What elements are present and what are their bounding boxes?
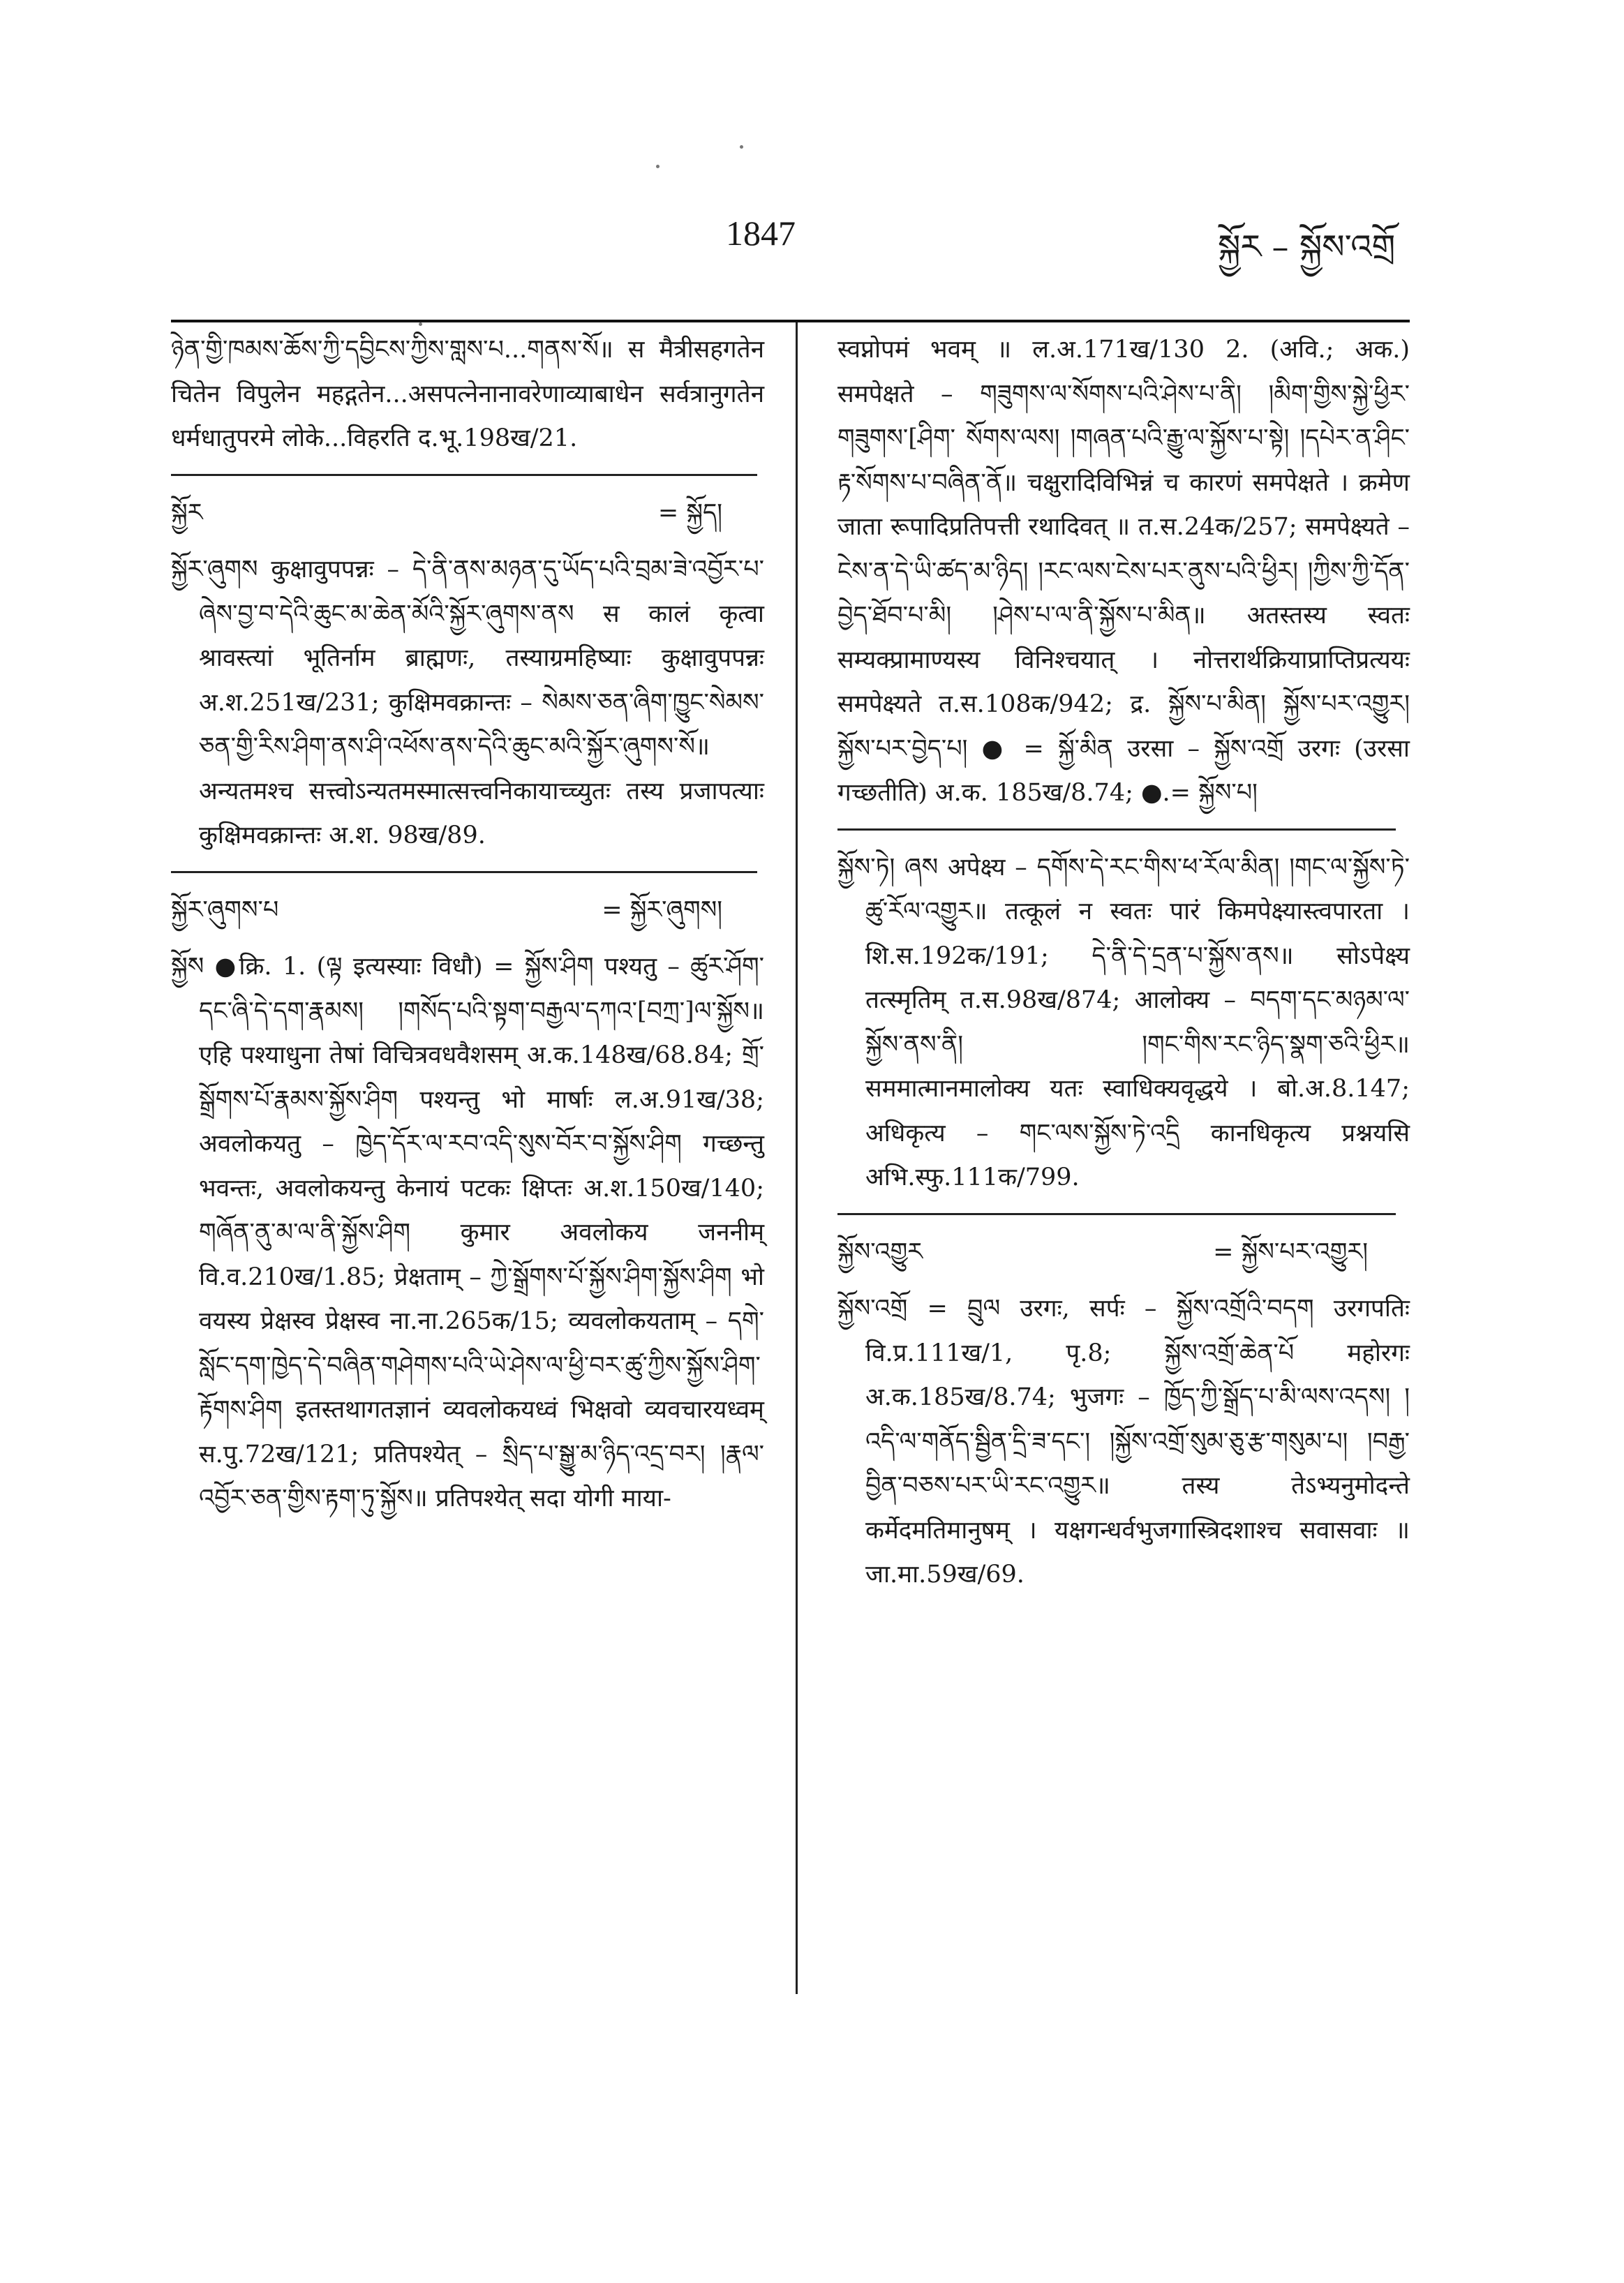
dictionary-entry: སྐྱོར་ཞུགས कुक्षावुपपन्नः – དེ་ནི་ནས་མཉན་དུ་ཡོད་པའི་བྲམ་ཟེ་འབྱོར་པ་ཞེས་བྱ་བ་དེའི་ཆུང་མ་ཆེན་མོའི་སྐྱོར་ཞུགས་ནས स कालं कृत्वा श्रावस्त्यां भूतिर्नाम ब्राह्मणः, तस्याग्रमहिष्याः कुक्षावुपपन्नः अ.श.251ख/231; कुक्षिमवक्रान्तः – སེམས་ཅན་ཞིག་ཁྱུང་སེམས་ཅན་གྱི་རིས་ཤིག་ནས་ཤི་འཕོས་ནས་དེའི་ཆུང་མའི་སྐྱོར་ཞུགས་སོ॥ अन्यतमश्च सत्त्वोऽन्यतमस्मात्सत्त्वनिकायाच्च्युतः तस्य प्रजापत्याः कुक्षिमवक्रान्तः अ.श. 98ख/89. (171, 556, 764, 849)
lemma-equivalent: = སྐྱོས་པར་འགྱུར། (1213, 1237, 1368, 1266)
lemma-line (171, 888, 764, 933)
dictionary-entry: སྐྱོས ●क्रि. 1. (ལྟ इत्यस्याः विधौ) = སྐྱོས་ཤིག पश्यतु – ཚུར་ཤོག་དང་ཞི་དེ་དག་རྣམས། །གསོད་པའི་སྟག་བརྒྱལ་དཀའ་[བཀྲ་]ལ་སྐྱོས॥ एहि पश्याधुना तेषां विचित्रवधवैशसम् अ.क.148ख/68.84; གྲོ་སྒྲོགས་པོ་རྣམས་སྐྱོས་ཤིག पश्यन्तु भो मार्षाः ल.अ.91ख/38; अवलोकयतु – ཁྱེད་དོར་ལ་རབ་འདི་སུས་བོར་བ་སྐྱོས་ཤིག गच्छन्तु भवन्तः, अवलोकयन्तु केनायं पटकः क्षिप्तः अ.श.150ख/140; གཞོན་ནུ་མ་ལ་ནི་སྐྱོས་ཤིག कुमार अवलोकय जननीम् वि.व.210ख/1.85; प्रेक्षताम् – ཀྱེ་སྒྲོགས་པོ་སྐྱོས་ཤིག་སྐྱོས་ཤིག भो वयस्य प्रेक्षस्व प्रेक्षस्व ना.ना.265क/15; व्यवलोकयताम् – དགེ་སློང་དག་ཁྱེད་དེ་བཞིན་གཤེགས་པའི་ཡེ་ཤེས་ལ་ཕྱི་བར་ཚུ་ཀྱིས་སྐྱོས་ཤིག་རྟོགས་ཤིག इतस्तथागतज्ञानं व्यवलोकयध्वं भिक्षवो व्यवचारयध्वम् स.पु.72ख/121; प्रतिपश्येत् – སྲིད་པ་སྒྱུ་མ་ཉིད་འདྲ་བར། །རྣལ་འབྱོར་ཅན་གྱིས་རྟག་ཏུ་སྐྱོས॥ प्रतिपश्येत् सदा योगी माया- (171, 953, 764, 1512)
entry-separator (171, 871, 757, 873)
page-number: 1847 (726, 214, 796, 253)
lemma-head: སྐྱོས་འགྱུར (837, 1237, 923, 1266)
entry-separator (837, 828, 1396, 831)
lemma-line (171, 491, 764, 536)
entry-continuation: ཉེན་གྱི་ཁམས་ཆོས་ཀྱི་དབྱིངས་ཀྱིས་གླས་པ...གནས་སོ॥ स मैत्रीसहगतेन चितेन विपुलेन महद्गतेन...असपत्नेनानावरेणाव्याबाधेन सर्वत्रानुगतेन धर्मधातुपरमे लोके...विहरति द.भू.198ख/21. (171, 336, 764, 452)
entry-continuation: स्वप्नोपमं भवम् ॥ ल.अ.171ख/130 2. (अवि.; अक.) समपेक्षते – གཟུགས་ལ་སོགས་པའི་ཤེས་པ་ནི། །མིག་གྱིས་སྐྱེ་ཕྱིར་གཟུགས་[ཤིག་ སོགས་ལས། །གཞན་པའི་རྒྱུ་ལ་སྐྱོས་པ་སྟེ། །དཔེར་ན་ཤིང་རྟ་སོགས་པ་བཞིན་ནོ॥ चक्षुरादिविभिन्नं च कारणं समपेक्षते । क्रमेण जाता रूपादिप्रतिपत्ती रथादिवत् ॥ त.स.24क/257; समपेक्ष्यते – ངེས་ན་དེ་ཡི་ཚད་མ་ཉིད། །རང་ལས་ངེས་པར་ནུས་པའི་ཕྱིར། །ཀྱིས་ཀྱི་དོན་བྱེད་ཐོབ་པ་མི། །ཤེས་པ་ལ་ནི་སྐྱོས་པ་མིན॥ अतस्तस्य स्वतः सम्यक्प्रामाण्यस्य विनिश्चयात् । नोत्तरार्थक्रियाप्राप्तिप्रत्ययः समपेक्ष्यते त.स.108क/942; द्र. སྐྱོས་པ་མིན། སྐྱོས་པར་འགྱུར། སྐྱོས་པར་བྱེད་པ། ● = སྐྱོ་མིན उरसा – སྐྱོས་འགྲོ उरगः (उरसा गच्छतीति) अ.क. 185ख/8.74; ●.= སྐྱོས་པ། (837, 336, 1410, 807)
column-divider (796, 322, 798, 1994)
lemma-line (837, 1230, 1410, 1275)
lemma-head: སྐྱོར་ཞུགས་པ (171, 895, 279, 924)
header-rule (171, 320, 1410, 322)
running-head: སྐྱོར – སྐྱོས་འགྲོ (1218, 228, 1396, 267)
entry-separator (837, 1213, 1396, 1215)
scan-speck (740, 145, 743, 149)
scan-speck (656, 165, 660, 168)
dictionary-entry: སྐྱོས་ཏེ། ཞས अपेक्ष्य – དགོས་དེ་རང་གིས་ཕ་རོལ་མིན། །གང་ལ་སྐྱོས་ཏེ་ཚུ་རོལ་འགྱུར॥ तत्कूलं न स्वतः पारं किमपेक्ष्यास्त्वपारता । शि.स.192क/191; དེ་ནི་དེ་དྲན་པ་སྐྱོས་ནས॥ सोऽपेक्ष्य तत्स्मृतिम् त.स.98ख/874; आलोक्य – བདག་དང་མཉམ་ལ་སྐྱོས་ནས་ནི། །གང་གིས་རང་ཉིད་སྣག་ཅའི་ཕྱིར॥ सममात्मानमालोक्य यतः स्वाधिक्यवृद्धये । बो.अ.8.147; अधिकृत्य – གང་ལས་སྐྱོས་ཏེ་འདྲི कानधिकृत्य प्रश्नयसि अभि.स्फु.111क/799. (837, 853, 1410, 1191)
dictionary-entry: སྐྱོས་འགྲོ = བྲུལ उरगः, सर्पः – སྐྱོས་འགྲོའི་བདག उरगपतिः वि.प्र.111ख/1, पृ.8; སྐྱོས་འགྲོ་ཆེན་པོ महोरगः अ.क.185ख/8.74; भुजगः – ཁྱོད་ཀྱི་སྒྲོད་པ་མི་ལས་འདས། །འདི་ལ་གནོད་སྦྱིན་དྲི་ཟ་དང་། །སྐྱོས་འགྲོ་སུམ་ཅུ་རྩ་གསུམ་པ། །བརྒྱ་བྱིན་བཅས་པར་ཡི་རང་འགྱུར॥ तस्य तेऽभ्यनुमोदन्ते कर्मेदमतिमानुषम् । यक्षगन्धर्वभुजगास्त्रिदशाश्च सवासवाः ॥ जा.मा.59ख/69. (837, 1295, 1410, 1589)
left-column (171, 328, 764, 1534)
lemma-equivalent: = སྐྱོད། (657, 498, 722, 527)
entry-separator (171, 474, 757, 476)
scan-speck (419, 322, 422, 326)
lemma-head: སྐྱོར (171, 498, 203, 527)
right-column (837, 328, 1410, 1610)
lemma-equivalent: = སྐྱོར་ཞུགས། (602, 895, 722, 924)
